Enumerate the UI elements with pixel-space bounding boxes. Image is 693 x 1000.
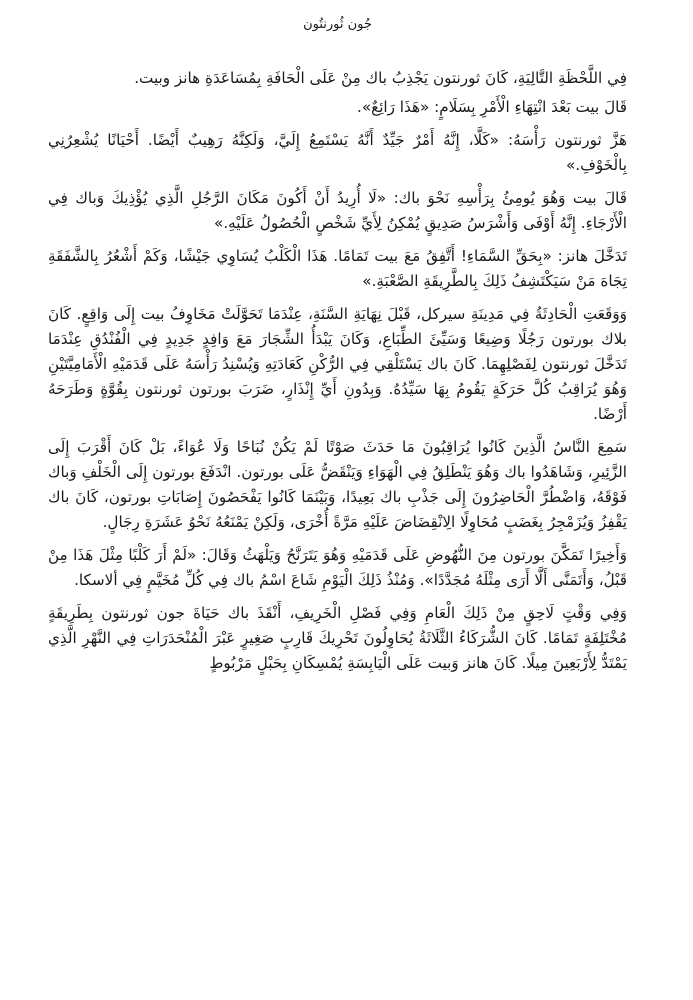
paragraph-1: فِي اللَّحْظَةِ التَّالِيَةِ، كَانَ ثورنتون يَجْذِبُ باك مِنْ عَلَى الْحَافَةِ بِمُسَاعَدَةِ هانز وبيت. (134, 69, 627, 87)
paragraph-2: قَالَ بيت بَعْدَ انْتِهَاءِ الْأَمْرِ بِسَلَامٍ: «هَذَا رَائِعٌ». (357, 98, 627, 116)
paragraph-6: وَوَقَعَتِ الْحَادِثَةُ فِي مَدِينَةِ سيركل، قَبْلَ نِهَايَةِ السَّنَةِ، عِنْدَمَا تَحَوَّلَتْ مَخَاوِفُ بيت إِلَى وَاقِعٍ. كَانَ بلاك بورتون رَجُلًا وَضِيعًا وَسَيِّئَ الطِّبَاعِ، وَكَانَ يَبْدَأُ الشِّجَارَ مَعَ وَافِدٍ جَدِيدٍ فِي الْفُنْدُقِ عِنْدَمَا تَدَخَّلَ ثورنتون لِفَصْلِهِمَا. كَانَ باك يَسْتَلْقِي فِي الرُّكْنِ كَعَادَتِهِ وَيُسْنِدُ رَأْسَهُ عَلَى قَدَمَيْهِ الْأَمَامِيَّتَيْنِ وَهُوَ يُرَاقِبُ كُلَّ حَرَكَةٍ يَقُومُ بِهَا سَيِّدُهُ. وَبِدُونِ أَيِّ إِنْذَارٍ، ضَرَبَ بورتون ثورنتون بِقُوَّةٍ وَطَرَحَهُ أَرْضًا. (48, 305, 627, 423)
paragraph-5: تَدَخَّلَ هانز: «بِحَقِّ السَّمَاءِ! أَتَّفِقُ مَعَ بيت تَمَامًا. هَذَا الْكَلْبُ يُسَاوِي جَيْشًا، وَكَمْ أَشْعُرُ بِالشَّفَقَةِ تِجَاهَ مَنْ سَيَكْتَشِفُ ذَلِكَ بِالطَّرِيقَةِ الصَّعْبَةِ.» (48, 247, 627, 290)
paragraph-9: وَفِي وَقْتٍ لَاحِقٍ مِنْ ذَلِكَ الْعَامِ وَفِي فَصْلِ الْخَرِيفِ، أَنْقَذَ باك حَيَاةَ جون ثورنتون بِطَرِيقَةٍ مُخْتَلِفَةٍ تَمَامًا. كَانَ الشُّرَكَاءُ الثَّلَاثَةُ يُحَاوِلُونَ تَحْرِيكَ قَارِبٍ صَغِيرٍ عَبْرَ الْمُنْحَدَرَاتِ فِي النَّهْرِ الَّذِي يَمْتَدُّ لِأَرْبَعِينَ مِيلًا. كَانَ هانز وَبيت عَلَى الْيَابِسَةِ يُمْسِكَانِ بِحَبْلٍ مَرْبُوطٍ (48, 604, 627, 672)
paragraph-7: سَمِعَ النَّاسُ الَّذِينَ كَانُوا يُرَاقِبُونَ مَا حَدَثَ صَوْتًا لَمْ يَكُنْ نُبَاحًا وَلَا عُوَاءً، بَلْ كَانَ أَقْرَبَ إِلَى الزَّئِيرِ، وَشَاهَدُوا باك وَهُوَ يَنْطَلِقُ فِي الْهَوَاءِ وَيَنْقَضُّ عَلَى بورتون. انْدَفَعَ بورتون إِلَى الْخَلْفِ وَباك فَوْقَهُ، وَاضْطُرَّ الْحَاضِرُونَ إِلَى جَذْبِ باك بَعِيدًا، وَبَيْنَمَا كَانُوا يَفْحَصُونَ إِصَابَاتِ بورتون، كَانَ باك يَقْفِزُ وَيُزَمْجِرُ بِغَضَبٍ مُحَاوِلًا الِانْقِضَاضَ عَلَيْهِ مَرَّةً أُخْرَى، وَلَكِنْ يَمْنَعُهُ نَحْوُ عَشَرَةِ رِجَالٍ. (48, 438, 627, 531)
paragraph-3: هَزَّ ثورنتون رَأْسَهُ: «كَلَّا، إِنَّهُ أَمْرٌ جَيِّدٌ أَنَّهُ يَسْتَمِعُ إِلَيَّ، وَلَكِنَّهُ رَهِيبٌ أَيْضًا. أَحْيَانًا يُشْعِرُنِي بِالْخَوْفِ.» (48, 131, 627, 174)
paragraph-4: قَالَ بيت وَهُوَ يُومِئُ بِرَأْسِهِ نَحْوَ باك: «لَا أُرِيدُ أَنْ أَكُونَ مَكَانَ الرَّجُلِ الَّذِي يُؤْذِيكَ وَباك فِي الْأَرْجَاءِ. إِنَّهُ أَوْفَى وَأَشْرَسُ صَدِيقٍ يُمْكِنُ لِأَيِّ شَخْصٍ الْحُصُولُ عَلَيْهِ.» (48, 189, 627, 232)
running-title: جُون ثُورنتُون (303, 17, 372, 32)
paragraph-8: وَأَخِيرًا تَمَكَّنَ بورتون مِنَ النُّهُوضِ عَلَى قَدَمَيْهِ وَهُوَ يَتَرَنَّحُ وَيَلْهَثُ وَقَالَ: «لَمْ أَرَ كَلْبًا مِثْلَ هَذَا مِنْ قَبْلُ، وَأَتَمَنَّى أَلَّا أَرَى مِثْلَهُ مُجَدَّدًا». وَمُنْذُ ذَلِكَ الْيَوْمِ شَاعَ اسْمُ باك فِي كُلِّ مُخَيَّمٍ فِي ألاسكا. (48, 546, 627, 589)
